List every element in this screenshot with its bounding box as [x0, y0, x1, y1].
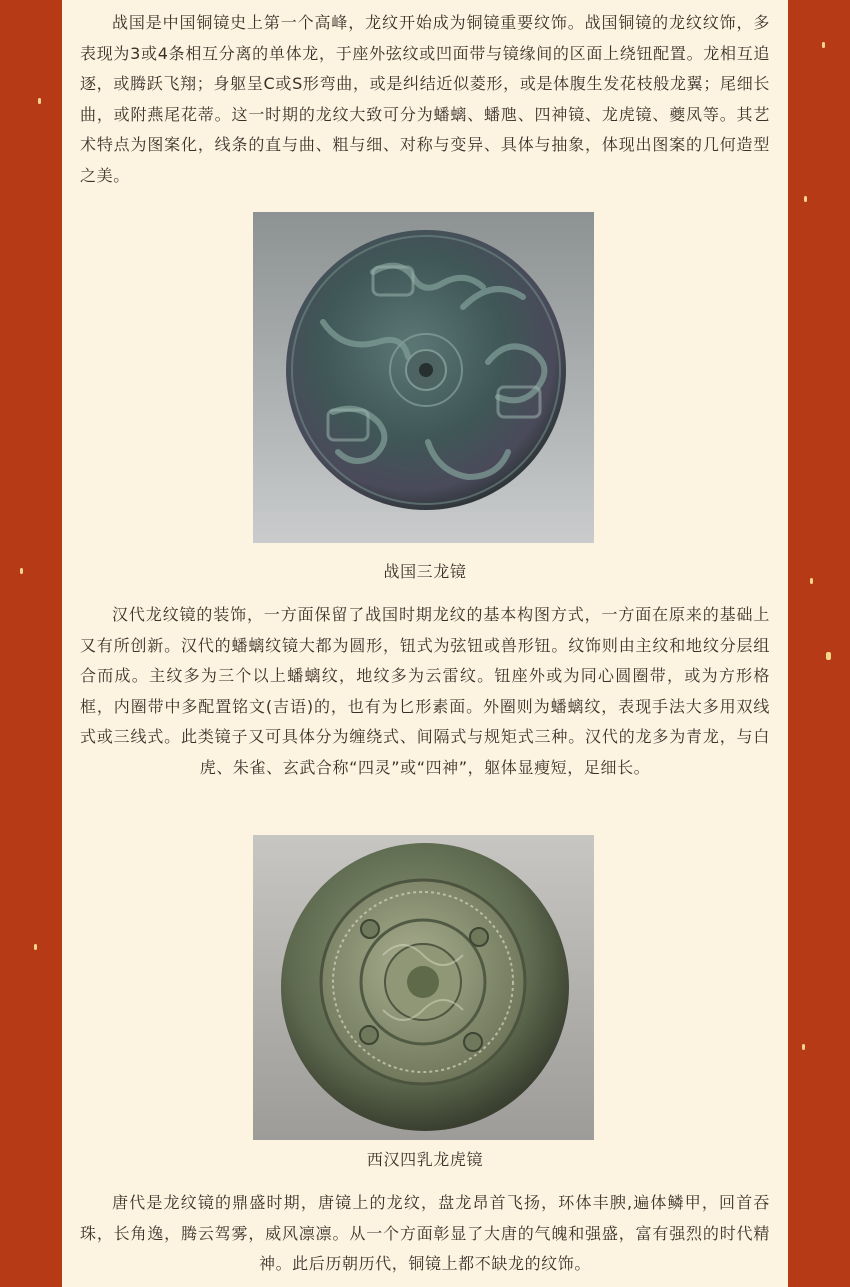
sparkle-decoration	[826, 652, 831, 660]
sparkle-decoration	[34, 944, 37, 950]
sparkle-decoration	[804, 196, 807, 202]
article-panel	[62, 0, 788, 1287]
paragraph-warring-states: 战国是中国铜镜史上第一个高峰，龙纹开始成为铜镜重要纹饰。战国铜镜的龙纹纹饰，多表现为3或4条相互分离的单体龙，于座外弦纹或凹面带与镜缘间的区面上绕钮配置。龙相互追逐，或腾跃飞翔；身躯呈C或S形弯曲，或是纠结近似菱形，或是体腹生发花枝般龙翼；尾细长曲，或附燕尾花蒂。这一时期的龙纹大致可分为蟠螭、蟠虺、四神镜、龙虎镜、夔凤等。其艺术特点为图案化，线条的直与曲、粗与细、对称与变异、具体与抽象，体现出图案的几何造型之美。	[80, 13, 770, 185]
mirror-photo-western-han	[253, 835, 594, 1140]
mirror-photo-warring-states	[253, 212, 594, 543]
four-nipple-mirror-image	[253, 835, 594, 1140]
caption-four-nipple-mirror: 西汉四乳龙虎镜	[366, 1150, 484, 1169]
sparkle-decoration	[38, 98, 41, 104]
paragraph-tang-dynasty: 唐代是龙纹镜的鼎盛时期，唐镜上的龙纹，盘龙昂首飞扬，环体丰腴,遍体鳞甲，回首吞珠，长角逸，腾云驾雾，威风凛凛。从一个方面彰显了大唐的气魄和强盛，富有强烈的时代精神。此后历朝历代，铜镜上都不缺龙的纹饰。	[80, 1193, 770, 1273]
sparkle-decoration	[802, 1044, 805, 1050]
caption-three-dragon-mirror: 战国三龙镜	[383, 562, 467, 581]
sparkle-decoration	[822, 42, 825, 48]
sparkle-decoration	[20, 568, 23, 574]
sparkle-decoration	[810, 578, 813, 584]
paragraph-han-dynasty: 汉代龙纹镜的装饰，一方面保留了战国时期龙纹的基本构图方式，一方面在原来的基础上又有所创新。汉代的蟠螭纹镜大都为圆形，钮式为弦钮或兽形钮。纹饰则由主纹和地纹分层组合而成。主纹多为三个以上蟠螭纹，地纹多为云雷纹。钮座外或为同心圆圈带，或为方形格框，内圈带中多配置铭文(吉语)的，也有为匕形素面。外圈则为蟠螭纹，表现手法大多用双线式或三线式。此类镜子又可具体分为缠绕式、间隔式与规矩式三种。汉代的龙多为青龙，与白虎、朱雀、玄武合称“四灵”或“四神”，躯体显瘦短，足细长。	[80, 605, 770, 777]
three-dragon-mirror-image	[253, 212, 594, 543]
